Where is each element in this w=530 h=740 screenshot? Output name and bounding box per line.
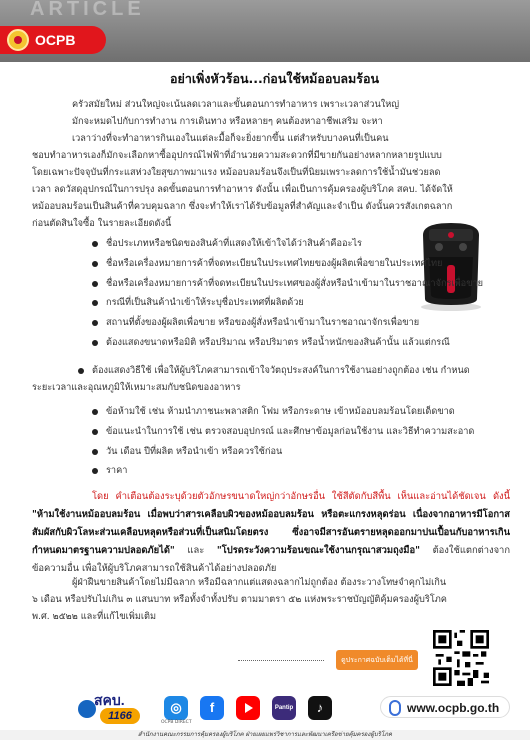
mouse-icon <box>389 700 401 716</box>
bullet-icon <box>92 241 98 247</box>
website-url: www.ocpb.go.th <box>407 701 500 715</box>
article-title: อย่าเพิ่งหัวร้อน...ก่อนใช้หม้ออบลมร้อน <box>170 71 380 86</box>
bullet-icon <box>92 281 98 287</box>
bullet-icon <box>78 368 84 374</box>
warning-intro: โดย คำเตือนต้องระบุด้วยตัวอักษรขนาดใหญ่กว่าอักษรอื่น ใช้สีตัดกับสีพื้น เห็นและอ่านได้ชัดเจน <box>92 491 486 502</box>
intro-line: ชอบทำอาหารเองก็มักจะเลือกหาซื้ออุปกรณ์ไฟฟ้าที่อำนวยความสะดวกที่มีขายกันอย่างหลากหลายรูปแบบ <box>32 150 442 161</box>
ocpb-logo[interactable] <box>0 26 106 54</box>
bullet-icon <box>92 449 98 455</box>
website-link[interactable] <box>380 696 510 718</box>
youtube-icon[interactable] <box>236 696 260 720</box>
hotline-number: 1166 <box>100 708 140 724</box>
warning-tail: ต้องใช้แตกต่างจากข้อความอื่น เพื่อให้ผู้บริโภคสามารถใช้สินค้าได้อย่างปลอดภัย <box>32 545 510 574</box>
warning-joiner: และ <box>174 545 217 556</box>
additional-requirements-list <box>92 402 502 481</box>
bullet-icon <box>92 261 98 267</box>
label-requirements-list <box>92 234 484 353</box>
qr-code-icon[interactable] <box>433 630 489 686</box>
intro-line: หม้ออบลมร้อนเป็นสินค้าที่ควบคุมฉลาก ซึ่งจะทำให้เราได้รับข้อมูลที่สำคัญและจำเป็น ดังนั้นควรสังเกตฉลาก <box>32 201 453 212</box>
intro-line: โดยเฉพาะปัจจุบันที่กระแสห่วงใยสุขภาพมาแรง หม้ออบลมร้อนจึงเป็นที่นิยมเพราะลดการใช้น้ำมันช่วยลด <box>32 167 441 178</box>
ocpb-logo-text: OCPB <box>35 32 76 48</box>
pantip-icon[interactable] <box>272 696 296 720</box>
list-item-text: ต้องแสดงวิธีใช้ เพื่อให้ผู้บริโภคสามารถเข้าใจวัตถุประสงค์ในการใช้งานอย่างถูกต้อง เช่น กำหนด <box>92 365 470 376</box>
usage-instructions-item <box>32 362 510 398</box>
list-item: ชื่อหรือเครื่องหมายการค้าที่จดทะเบียนในประเทศไทยของผู้ผลิตเพื่อขายในประเทศไทย <box>92 254 402 274</box>
footer-contacts <box>0 690 530 730</box>
intro-line: ก่อนตัดสินใจซื้อ ในรายละเอียดดังนี้ <box>32 218 172 229</box>
pantip-label: Pantip <box>274 705 294 711</box>
bullet-icon <box>92 468 98 474</box>
penalty-paragraph <box>32 574 510 626</box>
intro-line: เวลา ลดวัสดุอุปกรณ์ในการปรุง ลดขั้นตอนการทำอาหาร ดังนั้น เพื่อเป็นการคุ้มครองผู้บริโภค สคบ. ได้จัดให้ <box>32 184 453 195</box>
list-item: สถานที่ตั้งของผู้ผลิตเพื่อขาย หรือของผู้สั่งหรือนำเข้ามาในราชอาณาจักรเพื่อขาย <box>92 313 402 333</box>
agency-footer: สำนักงานคณะกรรมการคุ้มครองผู้บริโภค ฝ่ายเผยแพร่วิชาการและพัฒนาเครือข่ายคุ้มครองผู้บริโภค <box>0 730 530 740</box>
intro-line: เวลาว่างที่จะทำอาหารกินเองในแต่ละมื้อก็จะยิ่งยากขึ้น แต่สำหรับบางคนที่เป็นคน <box>72 133 389 144</box>
ocpb-direct-label: OCPB DIRECT <box>161 720 192 725</box>
penalty-line: ผู้ฝ่าฝืนขายสินค้าโดยไม่มีฉลาก หรือมีฉลากแต่แสดงฉลากไม่ถูกต้อง ต้องระวางโทษจำคุกไม่เกิน <box>72 577 447 588</box>
list-item: วัน เดือน ปีที่ผลิต หรือนำเข้า หรือควรใช้ก่อน <box>92 442 502 462</box>
hotline-label: สคบ. <box>94 692 125 708</box>
list-item: ข้อห้ามใช้ เช่น ห้ามนำภาชนะพลาสติก โฟม หรือกระดาษ เข้าหม้ออบลมร้อนโดยเด็ดขาด <box>92 402 502 422</box>
warning-quote-1: "ห้ามใช้งานหม้ออบลมร้อน เมื่อพบว่าสารเคลือบผิวของหม้ออบลมร้อน หรือตะแกรงหลุดร่อน เนื่องจากอาหารมีโอกาสสัมผัสกับผิวโลหะส่วนเคลือบหลุดหรือส่วนที่เป็นสนิมโดยตรง ซึ่งอาจมีสารอันตรายหลุดออกมาปนเปื้อนกับอาหารเกินกำหนดมาตรฐานความปลอดภัยได้" <box>32 509 510 556</box>
bullet-icon <box>92 409 98 415</box>
full-announcement-button[interactable]: ดูประกาศฉบับเต็มได้ที่นี่ <box>336 650 418 670</box>
list-item: กรณีที่เป็นสินค้านำเข้าให้ระบุชื่อประเทศที่ผลิตด้วย <box>92 293 402 313</box>
list-item: ราคา <box>92 461 502 481</box>
bullet-icon <box>92 320 98 326</box>
warning-lead: ดังนี้ <box>492 491 511 502</box>
header-background-text: ARTICLE <box>30 0 145 20</box>
dotted-divider <box>238 660 324 661</box>
warning-paragraph <box>32 488 511 574</box>
warning-quote-2: "โปรดระวังความร้อนขณะใช้งานกรุณาสวมถุงมือ" <box>216 545 420 556</box>
intro-line: มักจะหมดไปกับการทำงาน การเดินทาง หรือหลายๆ คนต้องหาอาชีพเสริม จะหา <box>72 116 383 127</box>
list-item: ชื่อประเภทหรือชนิดของสินค้าที่แสดงให้เข้าใจได้ว่าสินค้าคืออะไร <box>92 234 402 254</box>
bullet-icon <box>92 340 98 346</box>
intro-line: ครัวสมัยใหม่ ส่วนใหญ่จะเน้นลดเวลาและขั้นตอนการทำอาหาร เพราะเวลาส่วนใหญ่ <box>72 99 400 110</box>
penalty-line: พ.ศ. ๒๕๒๒ และที่แก้ไขเพิ่มเติม <box>32 611 157 622</box>
list-item: ต้องแสดงขนาดหรือมิติ หรือปริมาณ หรือปริมาตร หรือน้ำหนักของสินค้านั้น แล้วแต่กรณี <box>92 333 402 353</box>
tiktok-icon[interactable]: ♪ <box>308 696 332 720</box>
list-item: ชื่อหรือเครื่องหมายการค้าที่จดทะเบียนในประเทศของผู้สั่งหรือนำเข้ามาในราชอาณาจักรเพื่อขาย <box>92 274 402 294</box>
ocpb-seal-icon <box>7 29 29 51</box>
facebook-icon[interactable]: f <box>200 696 224 720</box>
penalty-line: ๖ เดือน หรือปรับไม่เกิน ๓ แสนบาท หรือทั้งจำทั้งปรับ ตามมาตรา ๕๒ แห่งพระราชบัญญัติคุ้มครองผู้บริโภค <box>32 594 447 605</box>
bullet-icon <box>92 300 98 306</box>
intro-paragraph <box>32 96 510 212</box>
list-item: ข้อแนะนำในการใช้ เช่น ตรวจสอบอุปกรณ์ และศึกษาข้อมูลก่อนใช้งาน และวิธีทำความสะอาด <box>92 422 502 442</box>
hotline-badge[interactable] <box>78 690 146 726</box>
ocpb-direct-icon[interactable]: ◎ <box>164 696 188 720</box>
bullet-icon <box>92 429 98 435</box>
header-banner <box>0 0 530 62</box>
list-item-continuation: ระยะเวลาและอุณหภูมิให้เหมาะสมกับชนิดของอาหาร <box>32 382 241 393</box>
